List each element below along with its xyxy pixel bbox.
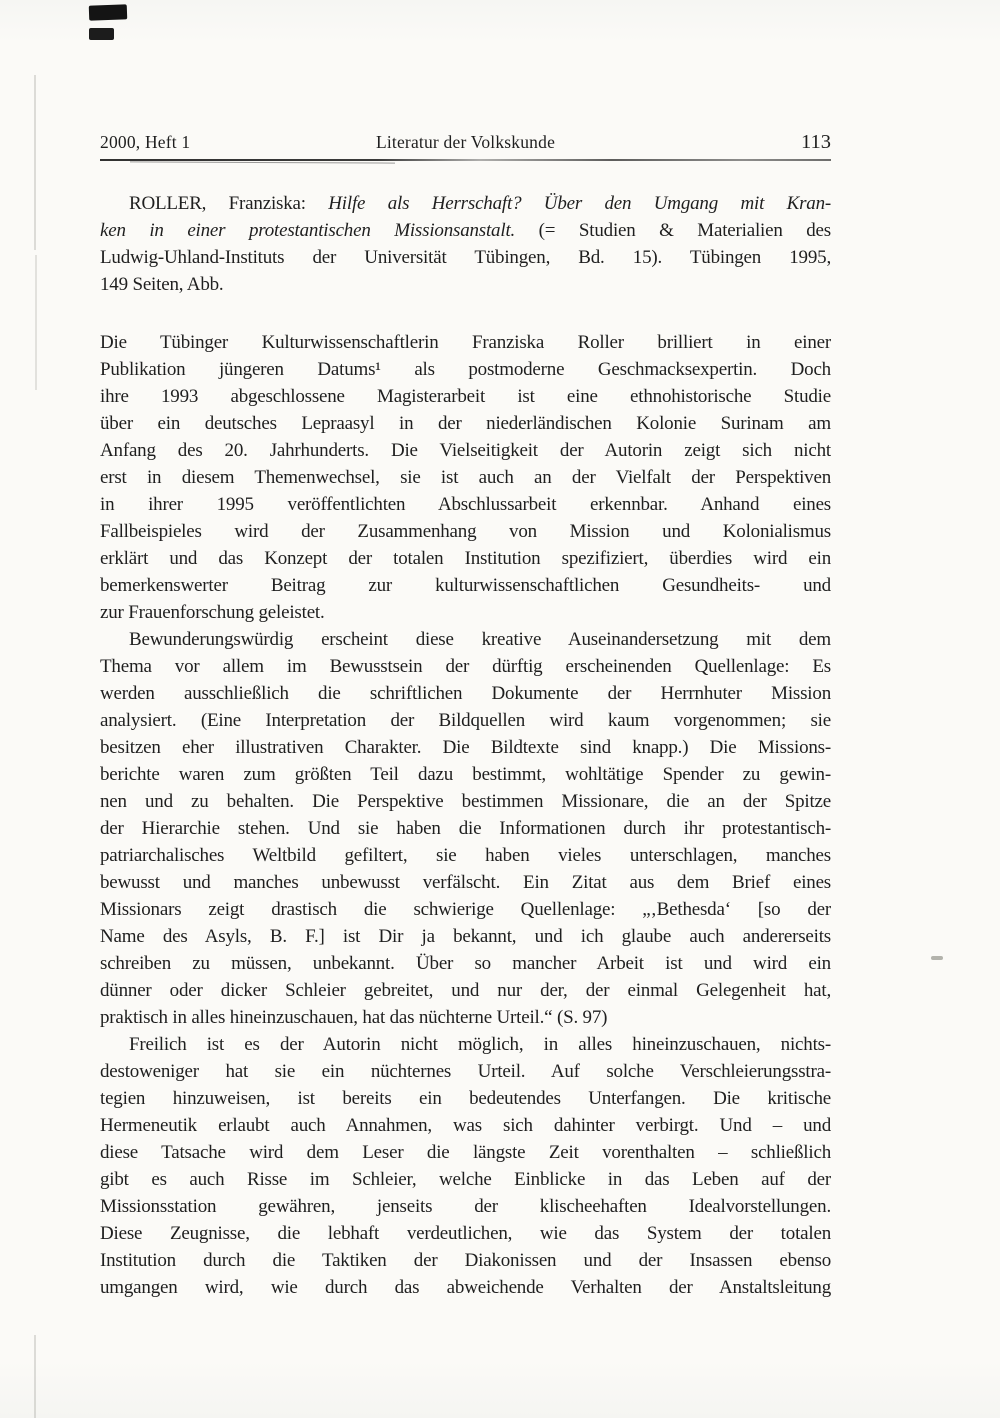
text-line: Die Tübinger Kulturwissenschaftlerin Franziska Roller brilliert in einer [100, 332, 831, 353]
text-line: 149 Seiten, Abb. [100, 274, 224, 295]
running-title: Literatur der Volkskunde [375, 132, 556, 152]
page-number: 113 [801, 131, 831, 153]
text-line: bewusst und manches unbewusst verfälscht. Ein Zitat aus dem Brief eines [100, 872, 831, 893]
text-line: ihre 1993 abgeschlossene Magisterarbeit ist eine ethnohistorische Studie [100, 386, 831, 407]
text-line: zur Frauenforschung geleistet. [100, 602, 325, 623]
scan-artifact-edge-line [34, 1335, 36, 1418]
header-rule [100, 159, 831, 161]
text-line: der Hierarchie stehen. Und sie haben die Informationen durch ihr protestantisch- [100, 818, 831, 839]
review-paragraph [100, 1031, 831, 1301]
text-line: dünner oder dicker Schleier gebreitet, und nur der, der einmal Gelegenheit hat, [100, 980, 831, 1001]
text-line: besitzen eher illustrativen Charakter. Die Bildtexte sind knapp.) Die Missions- [100, 737, 831, 758]
text-line: Bewunderungswürdig erscheint diese kreative Auseinandersetzung mit dem [129, 629, 831, 650]
text-line: erst in diesem Themenwechsel, sie ist auch an der Vielfalt der Perspektiven [100, 467, 831, 488]
text-line: in ihrer 1995 veröffentlichten Abschlussarbeit erkennbar. Anhand eines [100, 494, 831, 515]
text-line: Thema vor allem im Bewusstsein der dürftig erscheinenden Quellenlage: Es [100, 656, 831, 677]
text-line: diese Tatsache wird dem Leser die längste Zeit vorenthalten – schließlich [100, 1142, 831, 1163]
text-line: Diese Zeugnisse, die lebhaft verdeutlichen, wie das System der totalen [100, 1223, 831, 1244]
text-line: praktisch in alles hineinzuschauen, hat das nüchterne Urteil.“ (S. 97) [100, 1007, 608, 1028]
text-line: Freilich ist es der Autorin nicht möglich, in alles hineinzuschauen, nichts- [129, 1034, 831, 1055]
text-line: werden ausschließlich die schriftlichen Dokumente der Herrnhuter Mission [100, 683, 831, 704]
text-line: Fallbeispieles wird der Zusammenhang von Mission und Kolonialismus [100, 521, 831, 542]
text-line: nen und zu behalten. Die Perspektive bestimmen Missionare, die an der Spitze [100, 791, 831, 812]
scan-artifact-edge-line [34, 75, 36, 250]
text-line: umgangen wird, wie durch das abweichende Verhalten der Anstaltsleitung [100, 1277, 831, 1298]
text-line: gibt es auch Risse im Schleier, welche Einblicke in das Leben auf der [100, 1169, 831, 1190]
review-paragraph [100, 329, 831, 626]
review-paragraph [100, 626, 831, 1031]
book-citation [100, 190, 831, 298]
text-line: Publikation jüngeren Datums¹ als postmoderne Geschmacksexpertin. Doch [100, 359, 831, 380]
text-line: bemerkenswerter Beitrag zur kulturwissenschaftlichen Gesundheits- und [100, 575, 831, 596]
text-line: schreiben zu müssen, unbekannt. Über so mancher Arbeit ist und wird ein [100, 953, 831, 974]
text-line: ROLLER, Franziska: Hilfe als Herrschaft? Über den Umgang mit Kran- [129, 193, 831, 214]
text-line: berichte waren zum größten Teil dazu bestimmt, wohltätige Spender zu gewin- [100, 764, 831, 785]
text-line: tegien hinzuweisen, ist bereits ein bedeutendes Unterfangen. Die kritische [100, 1088, 831, 1109]
text-line: analysiert. (Eine Interpretation der Bildquellen wird kaum vorgenommen; sie [100, 710, 831, 731]
text-line: Hermeneutik erlaubt auch Annahmen, was sich dahinter verbirgt. Und – und [100, 1115, 831, 1136]
issue-label: 2000, Heft 1 [100, 132, 191, 152]
text-line: Anfang des 20. Jahrhunderts. Die Vielseitigkeit der Autorin zeigt sich nicht [100, 440, 831, 461]
scan-artifact-mark [89, 4, 128, 20]
text-line: ken in einer protestantischen Missionsanstalt. (= Studien & Materialien des [100, 220, 831, 241]
header-rule-artifact [130, 161, 395, 163]
scan-artifact-edge-line [35, 255, 37, 390]
text-line: Ludwig-Uhland-Instituts der Universität Tübingen, Bd. 15). Tübingen 1995, [100, 247, 831, 268]
text-line: erklärt und das Konzept der totalen Institution spezifiziert, überdies wird ein [100, 548, 831, 569]
scan-artifact-mark [931, 956, 943, 960]
text-line: destoweniger hat sie ein nüchternes Urteil. Auf solche Verschleierungsstra- [100, 1061, 831, 1082]
text-line: Institution durch die Taktiken der Diakonissen und der Insassen ebenso [100, 1250, 831, 1271]
scan-artifact-mark [89, 28, 114, 40]
text-line: Missionars zeigt drastisch die schwierige Quellenlage: „‚Bethesda‘ [so der [100, 899, 831, 920]
text-line: Missionsstation gewähren, jenseits der klischeehaften Idealvorstellungen. [100, 1196, 831, 1217]
page-header [100, 131, 831, 154]
text-line: patriarchalisches Weltbild gefiltert, sie haben vieles unterschlagen, manches [100, 845, 831, 866]
review-text [100, 329, 831, 1301]
text-line: Name des Asyls, B. F.] ist Dir ja bekannt, und ich glaube auch andererseits [100, 926, 831, 947]
text-line: über ein deutsches Lepraasyl in der niederländischen Kolonie Surinam am [100, 413, 831, 434]
